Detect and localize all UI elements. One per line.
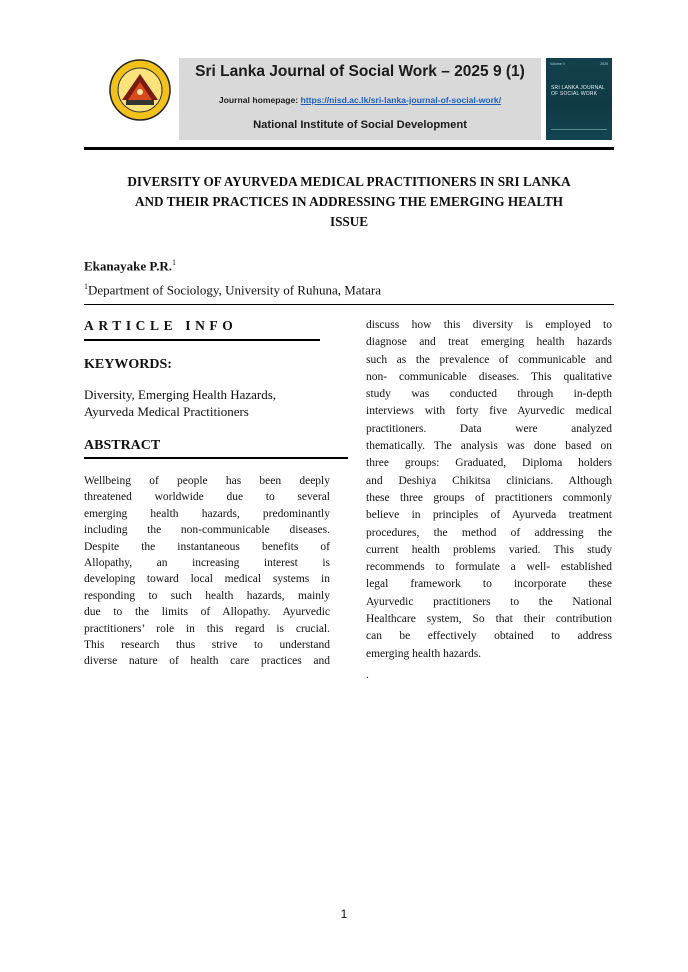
abstract-line: This research thus strive to understand	[84, 639, 330, 652]
abstract-line: Ayurvedic practitioners to the National	[366, 595, 612, 608]
abstract-line: diverse nature of health care practices and	[84, 655, 330, 668]
affiliation-superscript: 1	[84, 282, 88, 291]
cover-year: 2025	[600, 62, 608, 66]
abstract-line: can be effectively obtained to address	[366, 630, 612, 643]
keywords-text	[84, 386, 334, 420]
journal-header-box	[179, 58, 541, 140]
abstract-line: and Deshiya Chikitsa clinicians. Although	[366, 474, 612, 487]
abstract-line: these three groups of practitioners commonly	[366, 491, 612, 504]
abstract-heading: ABSTRACT	[84, 438, 161, 453]
abstract-line: believe in principles of Ayurveda treatment	[366, 509, 612, 522]
journal-cover-image	[546, 58, 612, 140]
affiliation-line	[84, 282, 381, 298]
author-superscript: 1	[172, 258, 177, 267]
abstract-line: responding to such health hazards, mainly	[84, 589, 330, 602]
trailing-mark: .	[366, 669, 369, 681]
abstract-line: emerging health hazards, predominantly	[84, 507, 330, 520]
affiliation-divider	[84, 304, 614, 305]
abstract-line: emerging health hazards.	[366, 647, 482, 660]
abstract-line: three groups: Graduated, Diploma holders	[366, 457, 612, 470]
keywords-line: Ayurveda Medical Practitioners	[84, 404, 249, 419]
abstract-line: threatened worldwide due to several	[84, 491, 330, 504]
abstract-line: discuss how this diversity is employed to	[366, 319, 612, 331]
article-title-line: AND THEIR PRACTICES IN ADDRESSING THE EMERGING HEALTH	[134, 194, 564, 209]
abstract-line: Despite the instantaneous benefits of	[84, 540, 330, 553]
homepage-link[interactable]: https://nisd.ac.lk/sri-lanka-journal-of-social-work/	[300, 95, 502, 105]
header-divider	[84, 147, 614, 150]
abstract-line: procedures, the method of addressing the	[366, 526, 612, 539]
page-number: 1	[340, 907, 348, 921]
institute-logo	[108, 58, 172, 122]
abstract-line: developing toward local medical systems in	[84, 573, 330, 586]
affiliation-text: Department of Sociology, University of Ruhuna, Matara	[88, 282, 382, 298]
article-info-divider	[84, 339, 320, 341]
abstract-line: practitioners’ role in this regard is crucial.	[84, 622, 330, 635]
abstract-line: non- communicable diseases. This qualitative	[366, 370, 612, 383]
article-title	[84, 172, 614, 232]
homepage-label: Journal homepage:	[218, 95, 301, 105]
author-line	[84, 258, 176, 274]
abstract-line: study was conducted through in-depth	[366, 388, 612, 401]
publisher-name: National Institute of Social Development	[253, 119, 467, 131]
keywords-line: Diversity, Emerging Health Hazards,	[84, 387, 277, 402]
abstract-line: legal framework to incorporate these	[366, 578, 612, 591]
abstract-line: practitioners. Data were analyzed	[366, 422, 612, 435]
abstract-line: such as the prevalence of communicable and	[366, 353, 612, 366]
cover-divider	[551, 129, 607, 130]
author-name: Ekanayake P.R.	[84, 258, 173, 274]
abstract-divider	[84, 457, 348, 459]
abstract-line: Wellbeing of people has been deeply	[84, 475, 330, 487]
cover-volume: Volume 9	[550, 62, 565, 66]
abstract-line: interviews with forty five Ayurvedic medical	[366, 405, 612, 418]
article-title-line: ISSUE	[329, 214, 369, 229]
abstract-line: thematically. The analysis was done based on	[366, 440, 612, 453]
abstract-line: recommends to formulate a well- established	[366, 561, 612, 574]
article-title-line: DIVERSITY OF AYURVEDA MEDICAL PRACTITIONERS IN SRI LANKA	[127, 174, 571, 189]
journal-title: Sri Lanka Journal of Social Work – 2025 9 (1)	[195, 63, 525, 80]
cover-title: SRI LANKA JOURNAL OF SOCIAL WORK	[551, 85, 605, 97]
abstract-line: diagnose and treat emerging health hazards	[366, 336, 612, 349]
abstract-column-right	[366, 317, 612, 663]
abstract-line: Allopathy, an increasing interest is	[84, 557, 330, 570]
article-info-heading: ARTICLE INFO	[84, 318, 238, 333]
keywords-heading: KEYWORDS:	[84, 357, 172, 372]
abstract-line: due to the limits of Allopathy. Ayurvedic	[84, 606, 330, 619]
abstract-line: current health problems varied. This study	[366, 543, 612, 556]
abstract-line: including the non-communicable diseases.	[84, 524, 330, 537]
abstract-column-left	[84, 473, 330, 670]
journal-homepage-line	[179, 95, 541, 105]
abstract-line: Healthcare system, So that their contribution	[366, 613, 612, 626]
